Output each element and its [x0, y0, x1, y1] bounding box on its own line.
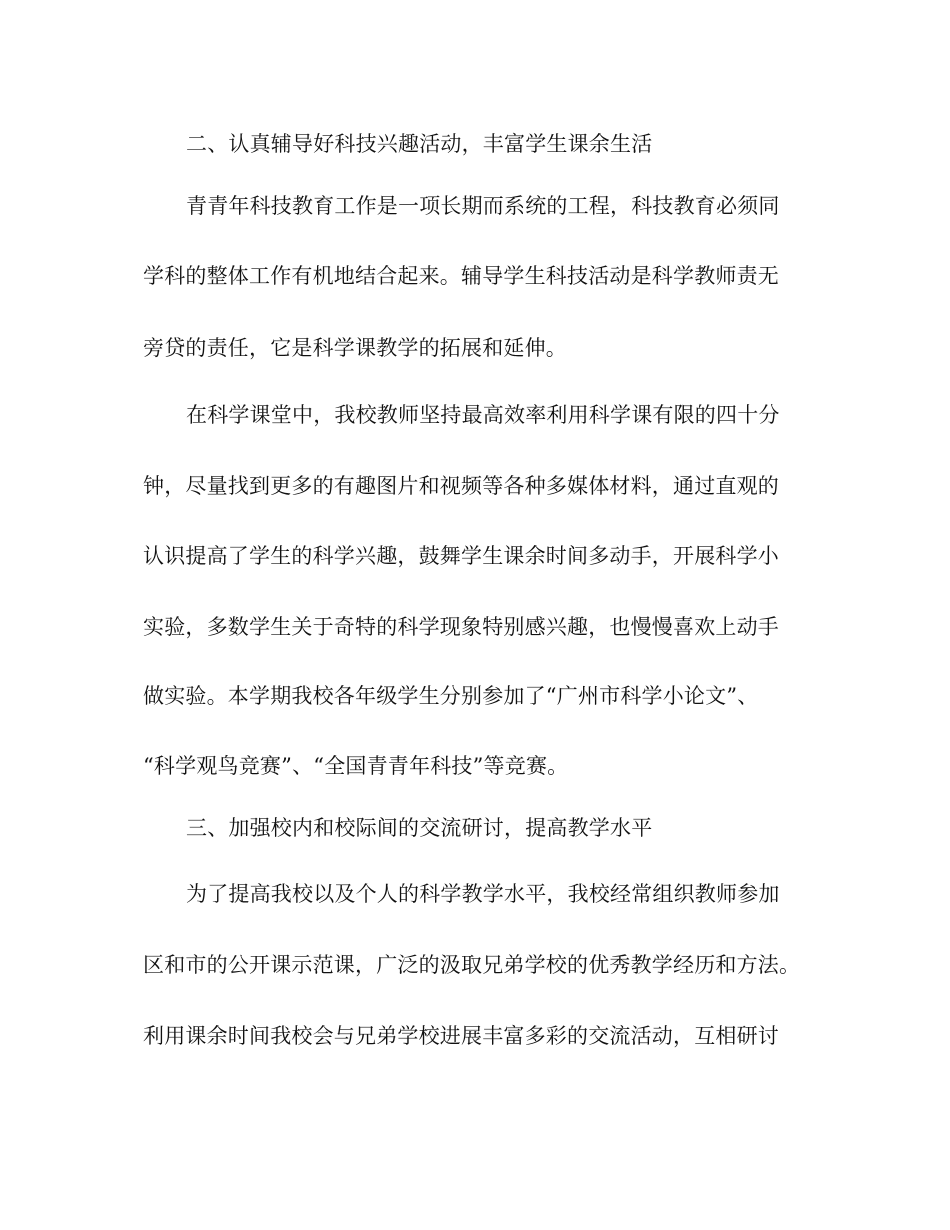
- paragraph-line: 旁贷的责任，它是科学课教学的拓展和延伸。: [143, 336, 567, 360]
- section-heading-3: 三、加强校内和校际间的交流研讨，提高教学水平: [186, 816, 653, 840]
- paragraph-line: 学科的整体工作有机地结合起来。辅导学生科技活动是科学教师责无: [143, 264, 779, 288]
- paragraph-line: “科学观鸟竞赛”、“全国青青年科技”等竞赛。: [143, 754, 569, 778]
- paragraph-line: 实验，多数学生关于奇特的科学现象特别感兴趣，也慢慢喜欢上动手: [143, 615, 779, 639]
- section-heading-2: 二、认真辅导好科技兴趣活动，丰富学生课余生活: [186, 132, 653, 156]
- paragraph-line: 钟，尽量找到更多的有趣图片和视频等各种多媒体材料，通过直观的: [143, 474, 779, 498]
- paragraph-line: 为了提高我校以及个人的科学教学水平，我校经常组织教师参加: [186, 882, 780, 906]
- paragraph-line: 区和市的公开课示范课，广泛的汲取兄弟学校的优秀教学经历和方法。: [143, 953, 801, 977]
- paragraph-line: 认识提高了学生的科学兴趣，鼓舞学生课余时间多动手，开展科学小: [143, 544, 779, 568]
- paragraph-line: 做实验。本学期我校各年级学生分别参加了“广州市科学小论文”、: [143, 684, 759, 708]
- paragraph-line: 青青年科技教育工作是一项长期而系统的工程，科技教育必须同: [186, 194, 780, 218]
- paragraph-line: 利用课余时间我校会与兄弟学校进展丰富多彩的交流活动，互相研讨: [143, 1024, 779, 1048]
- paragraph-line: 在科学课堂中，我校教师坚持最高效率利用科学课有限的四十分: [186, 403, 780, 427]
